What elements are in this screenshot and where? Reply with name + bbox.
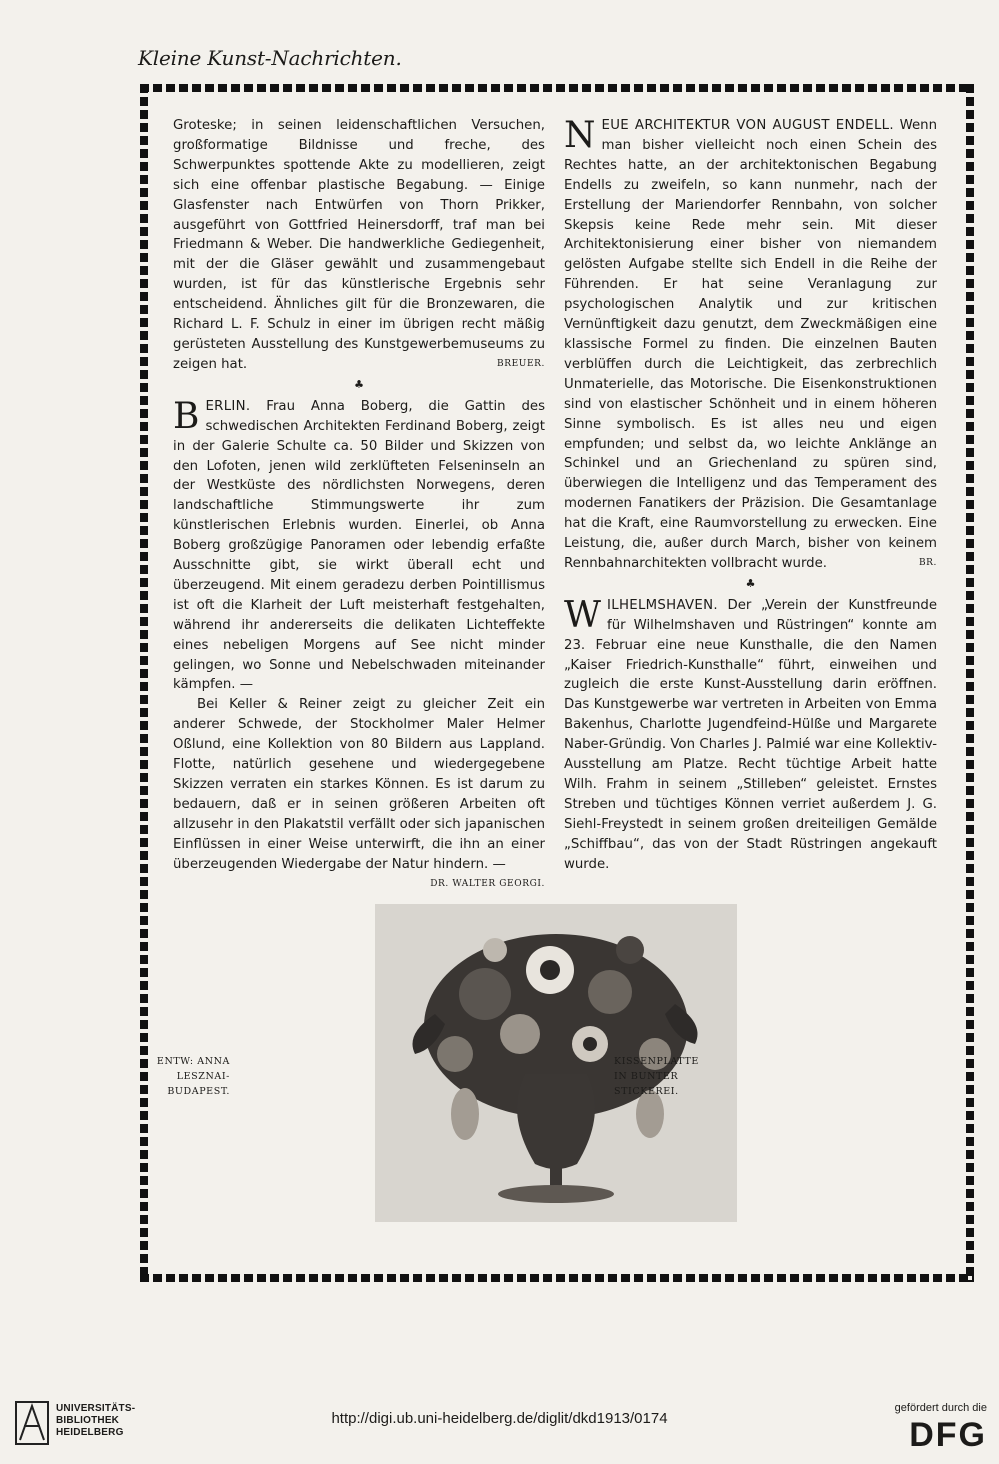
article-groteske-text: Groteske; in seinen leidenschaftlichen Versuchen, großformatige Bildnisse und freche, des Schwerpunktes spottende Akte zu modellieren, zeigt sich eine offenbar plastische Begabung. — Einige Glasfenster nach Entwürfen von Thorn Prikker, ausgeführt von Gottfried Heinersdorff, traf man bei Friedmann & Weber. Die handwerkliche Gediegenheit, mit der die Gläser gewählt und zusammengebaut wurden, ist für das künstlerische Ergebnis sehr entscheidend. Ähnliches gilt für die Bronzewaren, die Richard L. F. Schulz in einer im übrigen recht mäßig gerüsteten Ausstellung des Kunstgewerbemuseums zu zeigen hat. BREUER. xyxy=(173,116,545,375)
signature-br: BR. xyxy=(918,557,937,568)
berlin-text: Frau Anna Boberg, die Gattin des schwedischen Architekten Ferdinand Boberg, zeigt in der Galerie Schulte ca. 50 Bilder und Skizzen von den Lofoten, jenen wild zerklüfteten Felseninseln an der Westküste des nördlichsten Norwegens, deren landschaftliche Stimmungswerte ihr zum künstlerischen Erlebnis wurden. Einerlei, ob Anna Boberg großzügige Panoramen oder lebendig erfaßte Ausschnitte gibt, sie wirkt überall echt und überzeugend. Mit einem geradezu derben Pointillismus ist oft die Klarheit der Luft meisterhaft festgehalten, während ihr andererseits die delikaten Lichteffekte eines nebeligen Morgens auf See nicht minder gelingen, wo Sonne und Nebelschwaden miteinander kämpfen. — xyxy=(173,398,545,693)
right-column xyxy=(564,116,937,875)
frame-border-left xyxy=(140,84,148,1282)
caption-designer: ENTW: ANNA LESZNAI- BUDAPEST. xyxy=(156,1056,230,1097)
endell-title: EUE ARCHITEKTUR VON AUGUST ENDELL. xyxy=(601,118,894,133)
page-header-title: Kleine Kunst-Nachrichten. xyxy=(138,46,402,70)
library-name: UNIVERSITÄTS- BIBLIOTHEK HEIDELBERG xyxy=(56,1403,136,1438)
dfg-logo[interactable] xyxy=(867,1402,987,1452)
frame-border-bottom xyxy=(140,1274,974,1282)
article-berlin xyxy=(173,397,545,696)
dropcap-b: B xyxy=(173,395,200,437)
left-column xyxy=(173,116,545,894)
digital-url-link[interactable]: http://digi.ub.uni-heidelberg.de/diglit/dkd1913/0174 xyxy=(331,1410,668,1427)
caption-object: KISSENPLATTE IN BUNTER STICKEREI. xyxy=(614,1056,699,1097)
ornament-icon-2: ♣ xyxy=(745,576,756,590)
signature-georgi: DR. WALTER GEORGI. xyxy=(430,878,545,889)
dfg-wordmark: DFG xyxy=(909,1416,987,1454)
article-wilhelmshaven xyxy=(564,596,937,875)
endell-text: Wenn man bisher vielleicht noch einen Schein des Rechtes hatte, an der architektonischen Begabung Endells zu zweifeln, so kann nunmehr, nach der Erstellung der Mariendorfer Rennbahn, von solcher Skepsis keine Rede mehr sein. Mit dieser Architektonisierung einer bisher von niemandem gelösten Aufgabe stellte sich Endell in die Reihe der Führenden. Er hat seine Veranlagung zur psychologischen Analytik und zur kritischen Vernünftigkeit dazu genutzt, dem Zweckmäßigen eine klassische Formel zu finden. Die einzelnen Bauten verblüffen durch die Leichtigkeit, das zerbrechlich Unmaterielle, das Motorische. Die Eisenkonstruktionen sind von elastischer Schönheit und in einem höheren Sinne symbolisch. Es ist alles neu und eigen empfunden; und selbst da, wo leichte Anklänge an Schinkel und an Griechenland zu spüren sind, überwiegen die Intelligenz und das Temperament des modernen Fanatikers der Präzision. Die Gesamtanlage hat die Kraft, eine Raumvorstellung zu erwecken. Eine Leistung, die, außer durch March, bisher von keinem Rennbahnarchitekten vollbracht wurde. xyxy=(564,118,937,571)
article-keller-reiner: Bei Keller & Reiner zeigt zu gleicher Zeit ein anderer Schwede, der Stockholmer Maler Helmer Oßlund, eine Kollektion von 80 Bildern aus Lappland. Flotte, natürlich gesehene und wiedergegebene Skizzen verraten ein starkes Können. Es ist darum zu bedauern, daß er in seinen größeren Arbeiten oft allzusehr in den Plakatstil verfällt oder sich japanischen Einflüssen in einer Weise unterwirft, die ihn an einer überzeugenden Wiedergabe der Natur hindern. — DR. WALTER GEORGI. xyxy=(173,695,545,874)
signature-breuer: BREUER. xyxy=(497,358,545,369)
berlin-title: ERLIN. xyxy=(205,398,251,414)
support-text: gefördert durch die xyxy=(894,1402,987,1414)
wilhelmshaven-title: ILHELMSHAVEN. xyxy=(607,597,718,613)
frame-border-top xyxy=(140,84,974,92)
ornament-icon: ♣ xyxy=(354,377,364,391)
decorative-frame xyxy=(140,84,974,1282)
wilhelmshaven-text: Der „Verein der Kunstfreunde für Wilhelmshaven und Rüstringen“ konnte am 23. Februar eine neue Kunsthalle, die den Namen „Kaiser Friedrich-Kunsthalle“ führt, einweihen und zugleich die erste Kunst-Ausstellung darin eröffnen. Das Kunstgewerbe war vertreten in Arbeiten von Emma Bakenhus, Charlotte Jugendfeind-Hülße und Margarete Naber-Gründig. Von Charles J. Palmié war eine Kollektiv-Ausstellung am Platze. Recht tüchtige Arbeit hatte Wilh. Frahm in seinem „Stilleben“ geleistet. Ernstes Streben und tüchtiges Können verriet außerdem J. G. Siehl-Freystedt in seinem großen dreiteiligen Gemälde „Schiffbau“, das von der Stadt Rüstringen angekauft wurde. xyxy=(564,597,938,872)
dropcap-w: W xyxy=(564,594,602,636)
frame-border-right xyxy=(966,84,974,1282)
dropcap-n: N xyxy=(564,115,596,156)
article-endell xyxy=(564,116,937,574)
